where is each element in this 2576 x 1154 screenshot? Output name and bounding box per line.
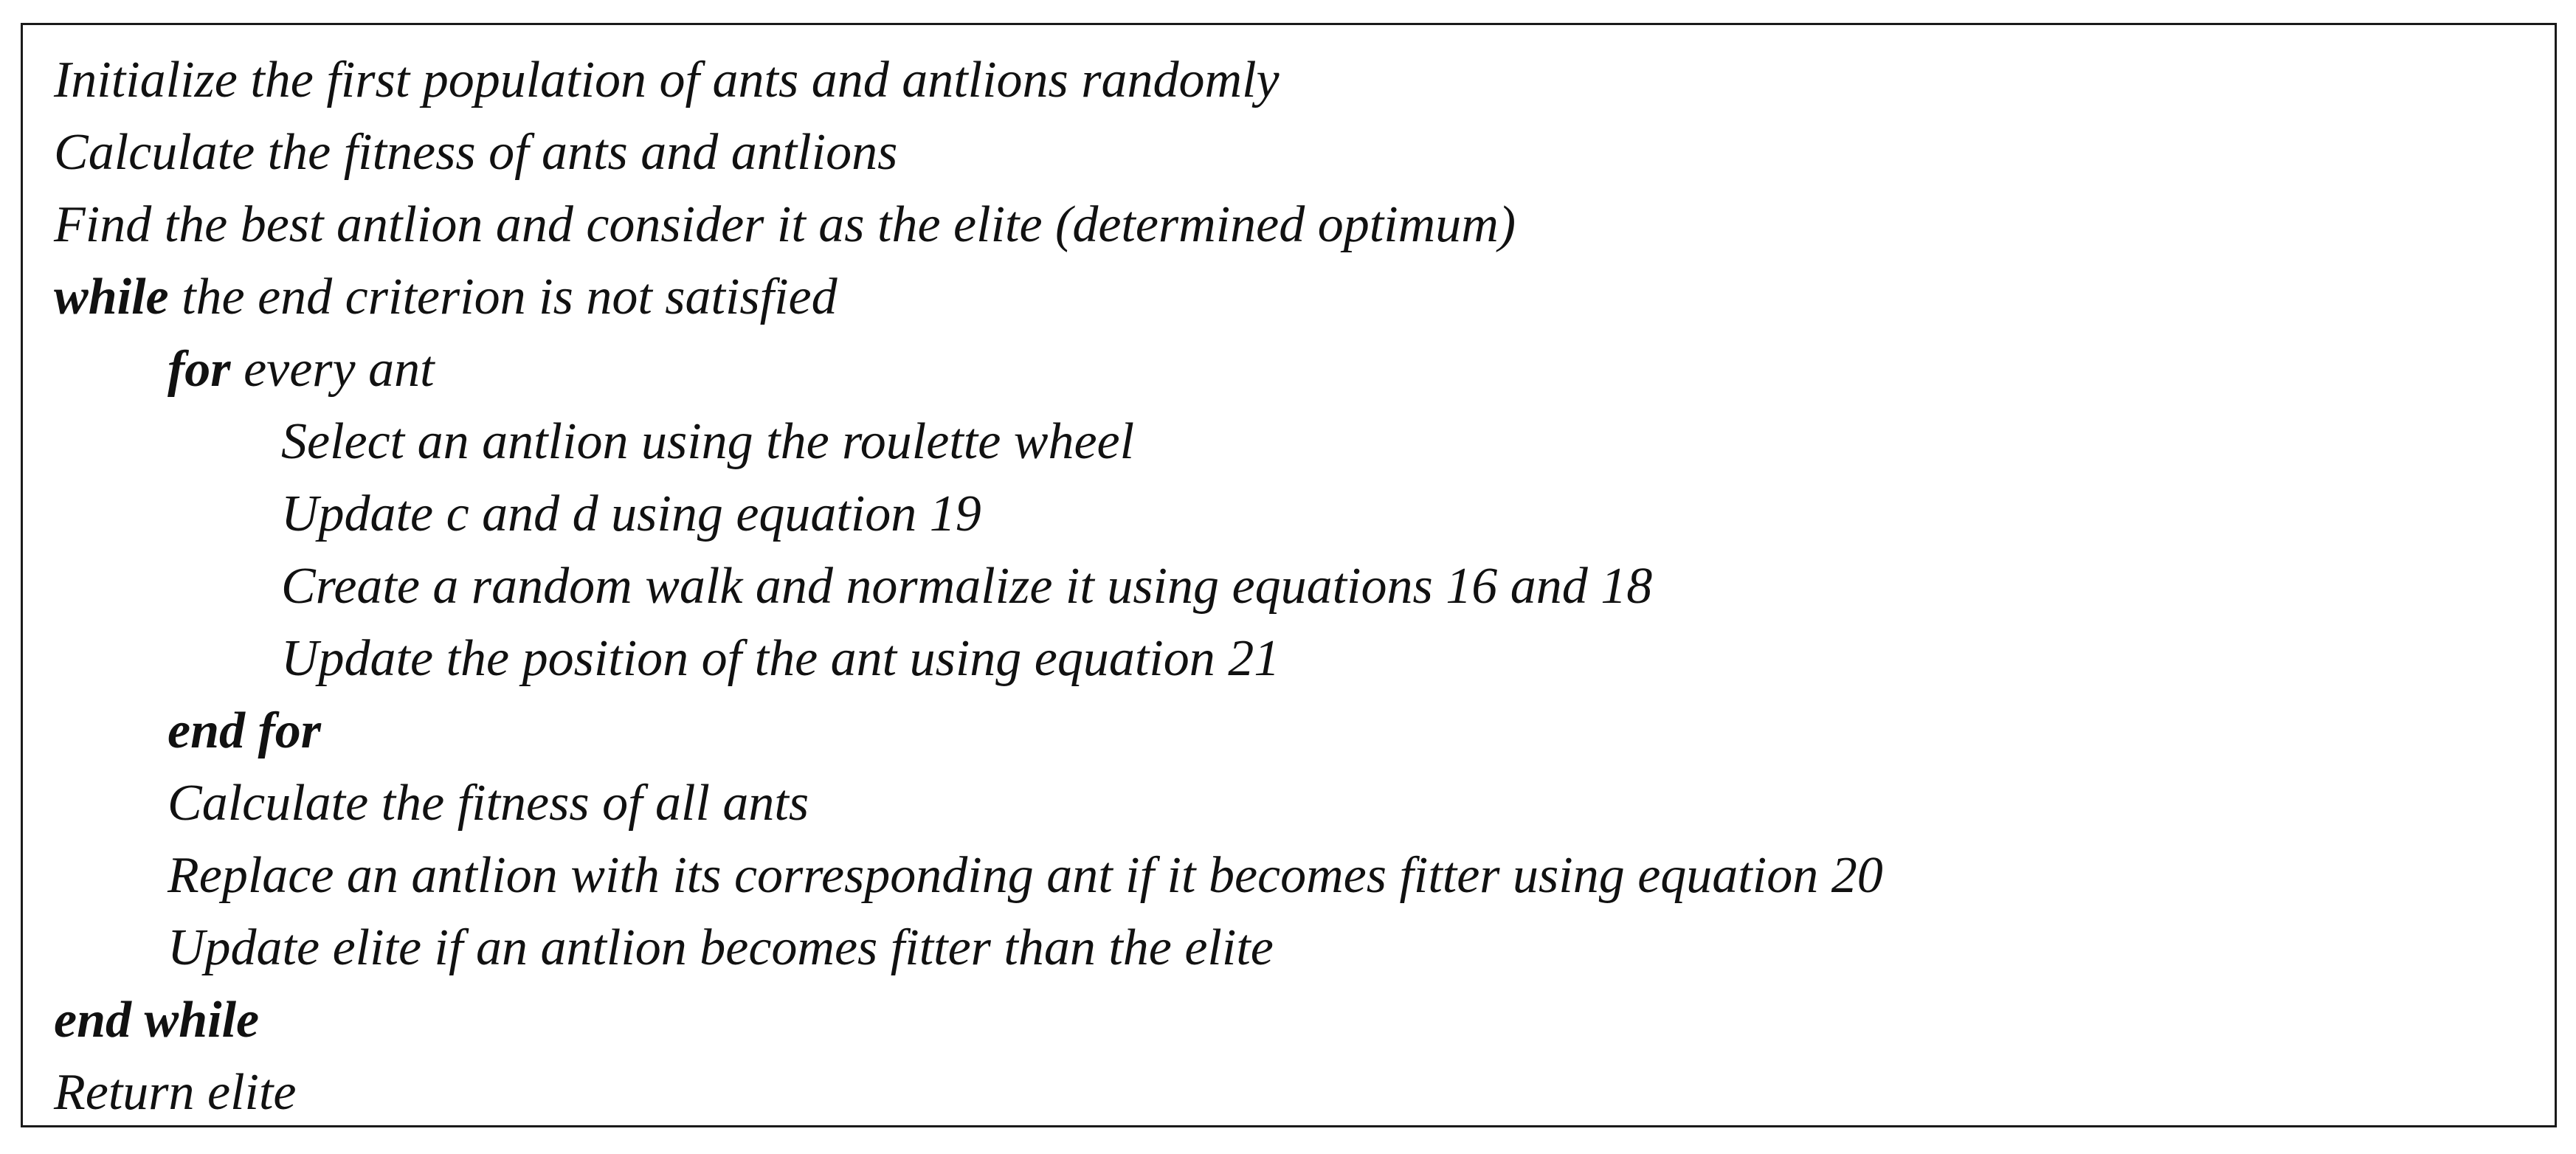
algorithm-box [21, 23, 2557, 1127]
algorithm-line-5 [168, 341, 435, 398]
keyword-while: while [54, 269, 169, 325]
line-text: every ant [230, 341, 435, 398]
keyword-end-for: end for [168, 702, 322, 759]
keyword-for: for [168, 341, 231, 398]
line-text: Replace an antlion with its corresponding ant if it becomes fitter using equation 20 [168, 847, 1883, 904]
line-text: Return elite [54, 1064, 297, 1121]
algorithm-line-6 [281, 413, 1135, 470]
line-text: Calculate the fitness of all ants [168, 775, 809, 832]
algorithm-line-15 [54, 1064, 297, 1121]
line-text: Calculate the fitness of ants and antlions [54, 124, 898, 181]
algorithm-line-10 [168, 702, 322, 759]
algorithm-line-2 [54, 124, 898, 181]
algorithm-line-7 [281, 488, 981, 540]
line-text: the end criterion is not satisfied [168, 269, 838, 325]
line-text: Update c and d using equation 19 [281, 486, 981, 542]
algorithm-line-12 [168, 847, 1883, 904]
line-text: Create a random walk and normalize it using equations 16 and 18 [281, 558, 1653, 615]
algorithm-line-1 [54, 52, 1280, 108]
algorithm-line-3 [54, 196, 1516, 253]
keyword-end-while: end while [54, 992, 260, 1048]
algorithm-line-13 [168, 919, 1274, 976]
algorithm-line-4 [54, 269, 838, 325]
line-text: Select an antlion using the roulette wheel [281, 413, 1135, 470]
line-text: Find the best antlion and consider it as the elite (determined optimum) [54, 196, 1516, 253]
algorithm-line-9 [281, 630, 1280, 687]
line-text: Initialize the first population of ants and antlions randomly [54, 52, 1280, 108]
algorithm-line-11 [168, 775, 809, 832]
line-text: Update elite if an antlion becomes fitter than the elite [168, 919, 1274, 976]
algorithm-line-8 [281, 558, 1653, 615]
line-text: Update the position of the ant using equation 21 [281, 630, 1280, 687]
algorithm-line-14 [54, 992, 260, 1048]
